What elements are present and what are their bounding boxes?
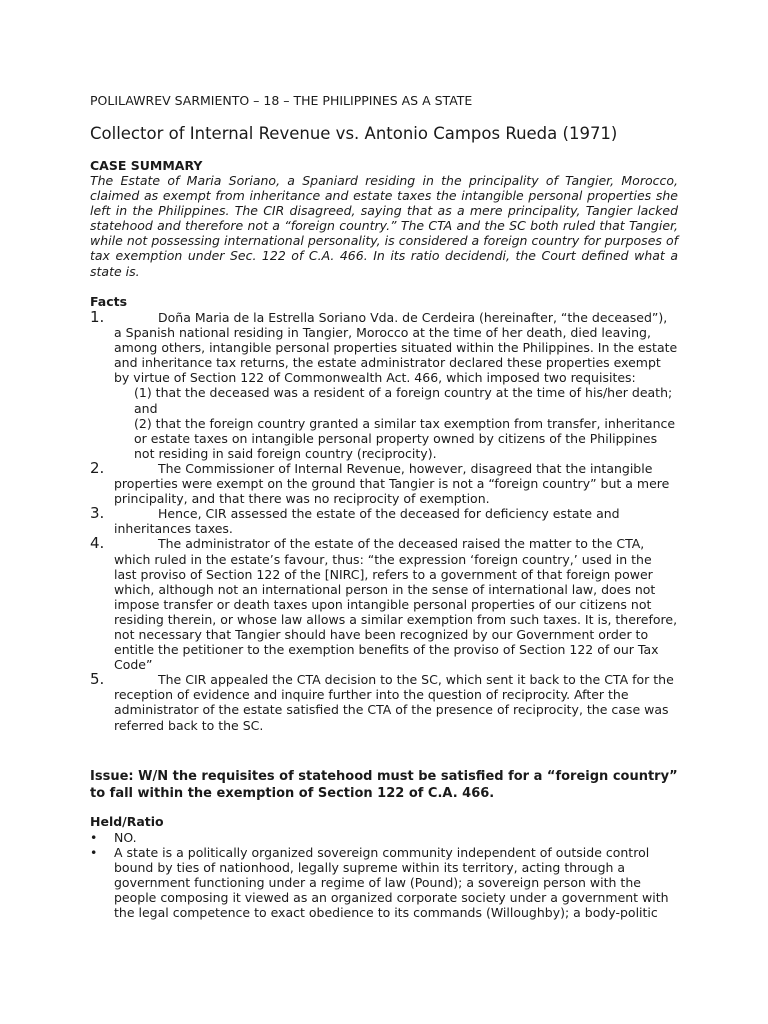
requisite-item: (2) that the foreign country granted a similar tax exemption from transfer, inheritance or estate taxes on intangible personal property owned by citizens of the Philippines not residing in said foreign country (reciprocity).: [134, 415, 676, 461]
bullet-icon: •: [90, 845, 98, 861]
fact-number: 1.: [90, 308, 105, 326]
held-item: [90, 830, 678, 845]
bullet-icon: •: [90, 830, 98, 845]
fact-number: 4.: [90, 534, 105, 553]
fact-number: 3.: [90, 504, 105, 523]
held-item: [90, 845, 678, 920]
fact-item: [90, 672, 678, 732]
held-text: NO.: [114, 830, 137, 845]
fact-text: The Commissioner of Internal Revenue, however, disagreed that the intangible properties were exempt on the ground that Tangier is not a “foreign country” but a mere principality, and that there was no reciprocity of exemption.: [114, 460, 670, 507]
fact-text: The CIR appealed the CTA decision to the SC, which sent it back to the CTA for the reception of evidence and inquire further into the question of reciprocity. After the administrator of the estate satisfied the CTA of the presence of reciprocity, the case was referred back to the SC.: [114, 672, 674, 733]
fact-text: Hence, CIR assessed the estate of the deceased for deficiency estate and inheritances taxes.: [114, 506, 620, 537]
fact-text: Doña Maria de la Estrella Soriano Vda. de Cerdeira (hereinafter, “the deceased”), a Spanish national residing in Tangier, Morocco at the time of her death, died leaving, among others, intangible personal properties situated within the Philippines. In the estate and inheritance tax returns, the estate administrator declared these properties exempt by virtue of Section 122 of Commonwealth Act. 466, which imposed two requisites:: [114, 310, 678, 386]
facts-list: [90, 310, 678, 733]
issue-statement: Issue: W/N the requisites of statehood must be satisfied for a “foreign country” to fall within the exemption of Section 122 of C.A. 466.: [90, 769, 678, 801]
fact-text: The administrator of the estate of the deceased raised the matter to the CTA, which ruled in the estate’s favour, thus: “the expression ‘foreign country,’ used in the last proviso of Section 122 of the [NIRC], refers to a government of that foreign power which, although not an international person in the sense of international law, does not impose transfer or death taxes upon intangible personal properties of our citizens not residing therein, or whose law allows a similar exemption from such taxes. It is, therefore, not necessary that Tangier should have been recognized by our Government order to entitle the petitioner to the exemption benefits of the proviso of Section 122 of our Tax Code”: [114, 536, 678, 673]
case-title: Collector of Internal Revenue vs. Antonio Campos Rueda (1971): [90, 124, 618, 143]
fact-number: 2.: [90, 458, 105, 477]
fact-item: [90, 506, 678, 536]
requisite-item: (1) that the deceased was a resident of a foreign country at the time of his/her death; and: [134, 385, 673, 416]
fact-number: 5.: [90, 670, 105, 689]
running-header: POLILAWREV SARMIENTO – 18 – THE PHILIPPINES AS A STATE: [90, 93, 473, 108]
case-summary-text: The Estate of Maria Soriano, a Spaniard residing in the principality of Tangier, Morocco, claimed as exempt from inheritance and estate taxes the intangible personal properties she left in the Philippines. The CIR disagreed, saying that as a mere principality, Tangier lacked statehood and therefore not a “foreign country.” The CTA and the SC both ruled that Tangier, while not possessing international personality, is considered a foreign country for purposes of tax exemption under Sec. 122 of C.A. 466. In its ratio decidendi, the Court defined what a state is.: [90, 173, 678, 279]
facts-heading: Facts: [90, 294, 128, 309]
case-summary-heading: CASE SUMMARY: [90, 158, 203, 173]
fact-item: [90, 458, 678, 507]
held-heading: Held/Ratio: [90, 814, 164, 829]
held-list: [90, 830, 678, 921]
fact-item: [90, 310, 678, 385]
fact-item: [90, 536, 678, 672]
held-text: A state is a politically organized sovereign community independent of outside control bound by ties of nationhood, legally supreme within its territory, acting through a government functioning under a regime of law (Pound); a sovereign person with the people composing it viewed as an organized corporate society under a government with the legal competence to exact obedience to its commands (Willoughby); a body-politic: [114, 845, 669, 921]
